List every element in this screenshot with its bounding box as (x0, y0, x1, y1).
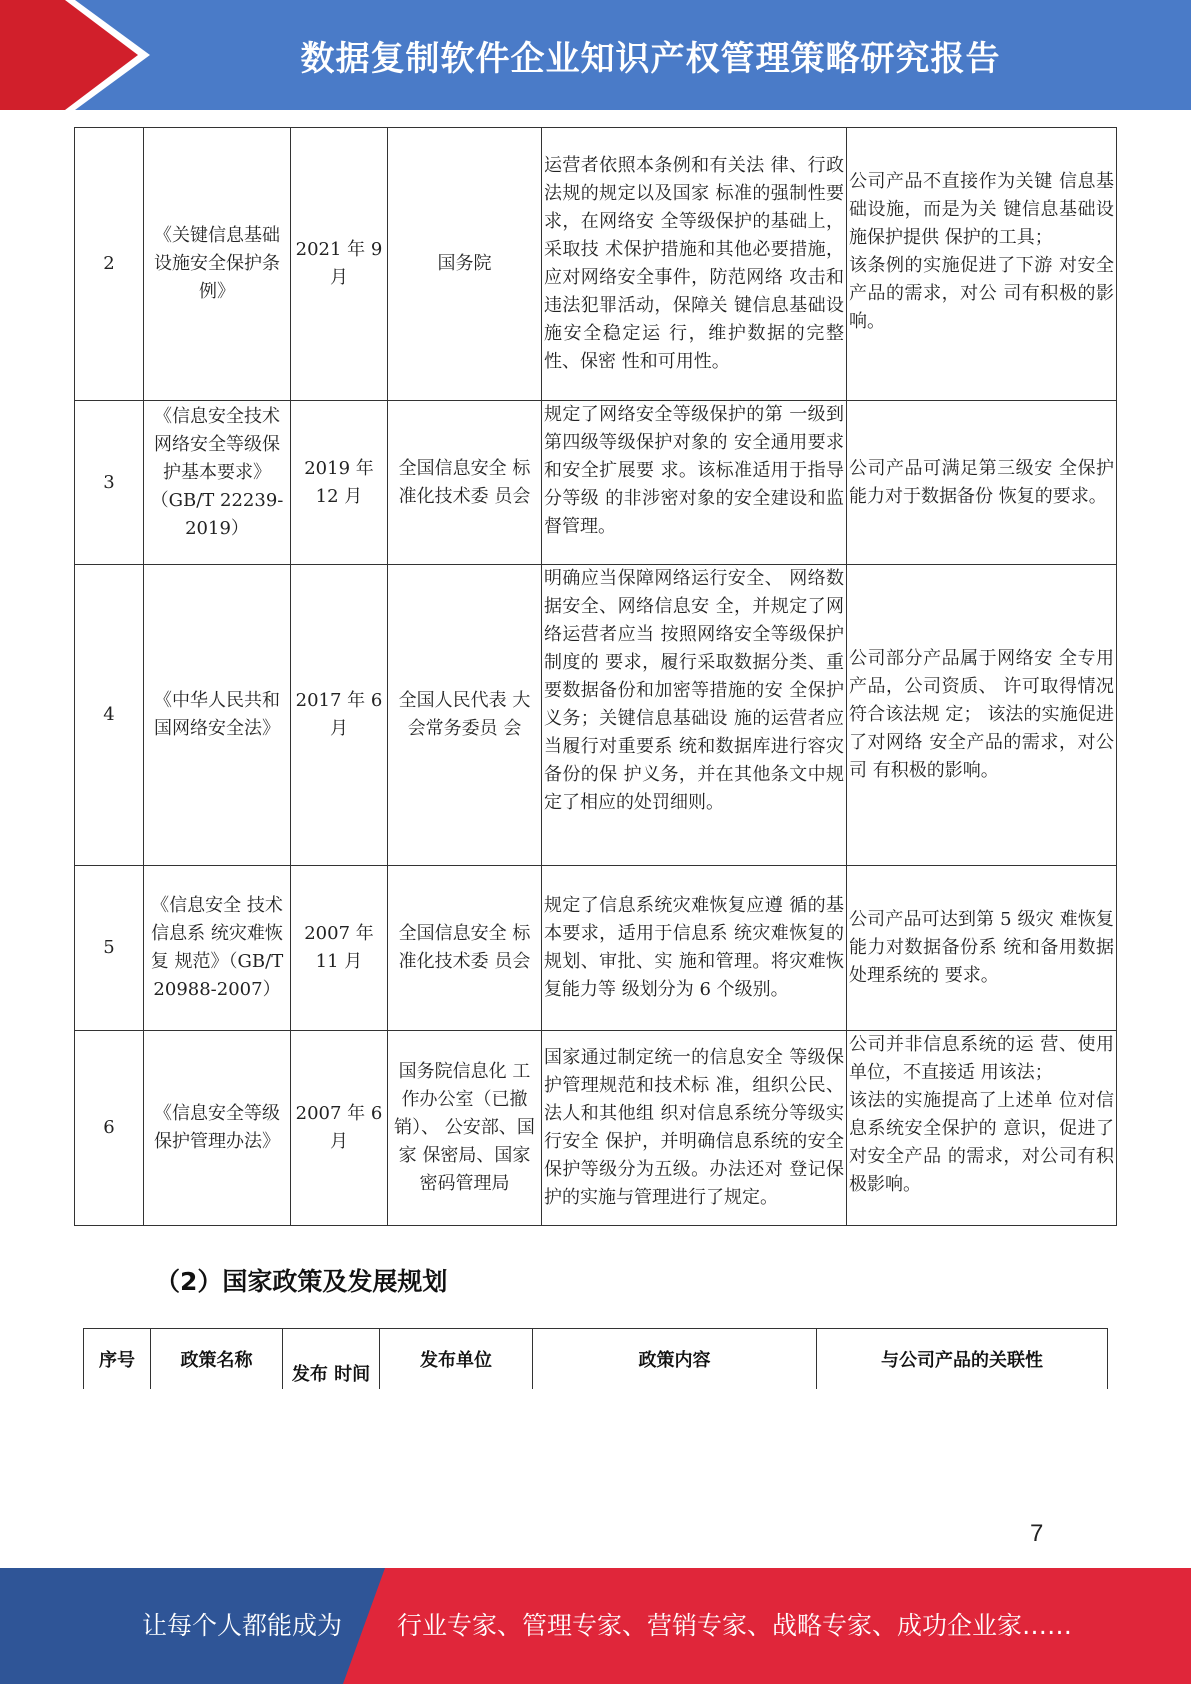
footer-slogan-right: 行业专家、管理专家、营销专家、战略专家、成功企业家…… (397, 1611, 1073, 1640)
section-heading: （2）国家政策及发展规划 (155, 1267, 448, 1296)
header-issuer: 发布单位 (380, 1329, 533, 1390)
relevance: 公司产品可满足第三级安 全保护能力对于数据备份 恢复的要求。 (847, 401, 1117, 565)
header-policy-name: 政策名称 (151, 1329, 283, 1390)
row-number: 5 (75, 866, 144, 1031)
law-name (144, 401, 291, 565)
header-policy-content: 政策内容 (533, 1329, 817, 1390)
law-content: 规定了信息系统灾难恢复应遵 循的基本要求，适用于信息系 统灾难恢复的规划、审批、实 施和管理。将灾难恢复能力等 级划分为 6 个级别。 (542, 866, 847, 1031)
header-number: 序号 (84, 1329, 151, 1390)
page-footer (0, 1568, 1191, 1684)
table-row (75, 128, 1117, 401)
red-chevron-decoration (0, 0, 150, 110)
page-number: 7 (1030, 1520, 1044, 1547)
policy-table-header (84, 1329, 1108, 1390)
row-number: 6 (75, 1031, 144, 1226)
publish-date: 2017 年 6 月 (291, 565, 388, 866)
issuer: 国务院 (388, 128, 542, 401)
relevance: 公司产品不直接作为关键 信息基础设施，而是为关 键信息基础设施保护提供 保护的工具； 该条例的实施促进了下游 对安全产品的需求，对公 司有积极的影响。 (847, 128, 1117, 401)
publish-date: 2019 年 12 月 (291, 401, 388, 565)
footer-slogan-left: 让每个人都能成为 (142, 1611, 343, 1640)
law-name: 《中华人民共和国网络安全法》 (144, 565, 291, 866)
table-row (75, 401, 1117, 565)
page-header (0, 0, 1191, 110)
row-number: 4 (75, 565, 144, 866)
issuer: 全国信息安全 标准化技术委 员会 (388, 401, 542, 565)
law-content: 明确应当保障网络运行安全、 网络数据安全、网络信息安 全，并规定了网络运营者应当 按照网络安全等级保护制度的 要求，履行采取数据分类、重 要数据备份和加密等措施的安 全保护义务；关键信息基础设 施的运营者应当履行对重要系 统和数据库进行容灾备份的保 护义务，并在其他条文中规定了相应的处罚细则。 (542, 565, 847, 866)
law-name: 《关键信息基础设施安全保护条 例》 (144, 128, 291, 401)
issuer: 全国信息安全 标准化技术委 员会 (388, 866, 542, 1031)
issuer: 国务院信息化 工作办公室（已撤销）、 公安部、国家 保密局、国家 密码管理局 (388, 1031, 542, 1226)
law-name-text: 《信息安全技术网络安全等级保护基本要求》（GB/T 22239-2019） (150, 406, 284, 539)
publish-date: 2007 年 11 月 (291, 866, 388, 1031)
header-relevance: 与公司产品的关联性 (817, 1329, 1108, 1390)
law-name: 《信息安全 技术信息系 统灾难恢复 规范》（GB/T 20988-2007） (144, 866, 291, 1031)
law-name: 《信息安全等级保护管理办法》 (144, 1031, 291, 1226)
row-number: 2 (75, 128, 144, 401)
table-row (75, 565, 1117, 866)
issuer: 全国人民代表 大会常务委员 会 (388, 565, 542, 866)
law-content: 国家通过制定统一的信息安全 等级保护管理规范和技术标 准，组织公民、法人和其他组 织对信息系统分等级实行安全 保护，并明确信息系统的安全 保护等级分为五级。办法还对 登记保护的实施与管理进行了规定。 (542, 1031, 847, 1226)
laws-table (74, 127, 1117, 1226)
table-row (75, 1031, 1117, 1226)
report-title: 数据复制软件企业知识产权管理策略研究报告 (300, 38, 1001, 79)
publish-date: 2007 年 6 月 (291, 1031, 388, 1226)
table-row (75, 866, 1117, 1031)
row-number: 3 (75, 401, 144, 565)
policy-table (83, 1328, 1108, 1389)
relevance: 公司并非信息系统的运 营、使用单位，不直接适 用该法； 该法的实施提高了上述单 位对信息系统安全保护的 意识，促进了对安全产品 的需求，对公司有积极影响。 (847, 1031, 1117, 1226)
law-content: 运营者依照本条例和有关法 律、行政法规的规定以及国家 标准的强制性要求，在网络安 全等级保护的基础上，采取技 术保护措施和其他必要措施， 应对网络安全事件，防范网络 攻击和违法犯罪活动，保障关 键信息基础设施安全稳定运 行，维护数据的完整性、保密 性和可用性。 (542, 128, 847, 401)
relevance: 公司产品可达到第 5 级灾 难恢复能力对数据备份系 统和备用数据处理系统的 要求。 (847, 866, 1117, 1031)
publish-date: 2021 年 9 月 (291, 128, 388, 401)
header-publish-time: 发布 时间 (283, 1329, 380, 1390)
relevance: 公司部分产品属于网络安 全专用产品，公司资质、 许可取得情况符合该法规 定； 该法的实施促进了对网络 安全产品的需求，对公司 有积极的影响。 (847, 565, 1117, 866)
law-content: 规定了网络安全等级保护的第 一级到第四级等级保护对象的 安全通用要求和安全扩展要 求。该标准适用于指导分等级 的非涉密对象的安全建设和监 督管理。 (542, 401, 847, 565)
